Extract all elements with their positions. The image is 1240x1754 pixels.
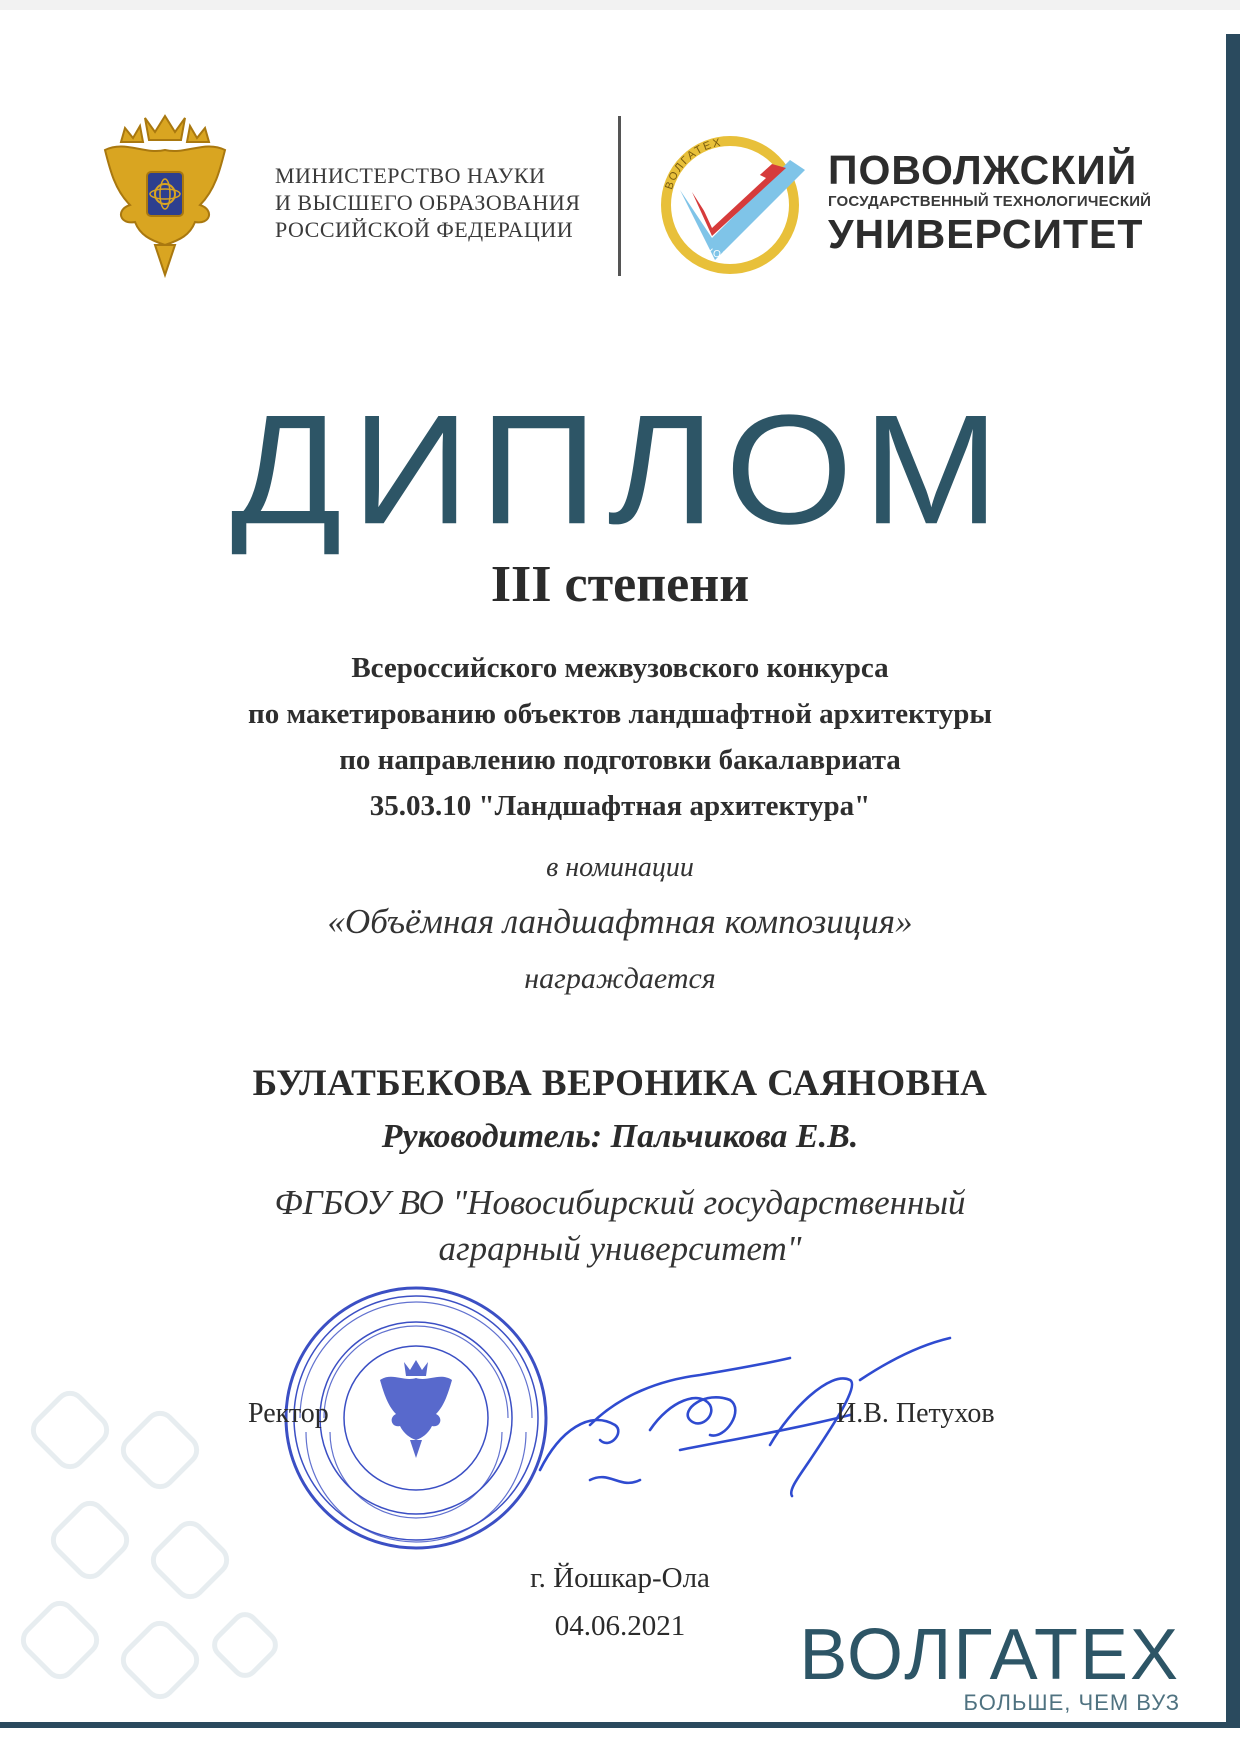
- institution: [0, 1180, 1240, 1272]
- rector-label: Ректор: [248, 1398, 329, 1429]
- ministry-line: И ВЫСШЕГО ОБРАЗОВАНИЯ: [275, 190, 581, 215]
- contest-line: Всероссийского межвузовского конкурса: [351, 652, 889, 684]
- awarded-label: награждается: [524, 962, 716, 995]
- brand-slogan: БОЛЬШЕ, ЧЕМ ВУЗ: [963, 1690, 1180, 1715]
- institution-line: аграрный университет": [438, 1229, 802, 1268]
- bottom-border: [0, 1722, 1240, 1728]
- contest-line: по направлению подготовки бакалавриата: [339, 744, 901, 776]
- coat-of-arms-icon: [85, 110, 245, 280]
- brand-name: ВОЛГАТЕХ: [799, 1615, 1180, 1695]
- top-edge: [0, 0, 1240, 10]
- nomination-intro: в номинации: [546, 852, 694, 883]
- institution-line: ФГБОУ ВО "Новосибирский государственный: [274, 1183, 966, 1222]
- contest-line: 35.03.10 "Ландшафтная архитектура": [369, 790, 871, 822]
- header-divider: [618, 116, 621, 276]
- logo-ring-bottom-text: VOLGATECH: [703, 230, 779, 262]
- contest-description: [0, 645, 1240, 829]
- ministry-line: МИНИСТЕРСТВО НАУКИ: [275, 163, 546, 188]
- header: [0, 110, 1240, 290]
- university-name-line1: ПОВОЛЖСКИЙ: [828, 147, 1138, 193]
- rector-name: И.В. Петухов: [836, 1398, 995, 1429]
- supervisor: Руководитель: Пальчикова Е.В.: [381, 1118, 859, 1155]
- contest-line: по макетированию объектов ландшафтной архитектуры: [248, 698, 992, 730]
- svg-text:ВОЛГАТЕХ: [663, 136, 723, 191]
- city: г. Йошкар-Ола: [530, 1562, 710, 1594]
- logo-ring-top-text: ВОЛГАТЕХ: [663, 136, 724, 192]
- date: 04.06.2021: [554, 1610, 686, 1642]
- diploma-degree: III степени: [490, 556, 750, 613]
- nomination: «Объёмная ландшафтная композиция»: [327, 902, 913, 941]
- brand-block: [799, 1615, 1180, 1716]
- university-name: [828, 148, 1188, 256]
- diploma-title: ДИПЛОМ: [230, 382, 1010, 557]
- university-name-line2: ГОСУДАРСТВЕННЫЙ ТЕХНОЛОГИЧЕСКИЙ: [828, 193, 1152, 210]
- awardee-name: БУЛАТБЕКОВА ВЕРОНИКА САЯНОВНА: [252, 1063, 988, 1104]
- university-name-line3: УНИВЕРСИТЕТ: [828, 211, 1144, 257]
- ministry-line: РОССИЙСКОЙ ФЕДЕРАЦИИ: [275, 217, 574, 242]
- university-logo-icon: [640, 120, 820, 280]
- ministry-name: [275, 162, 595, 243]
